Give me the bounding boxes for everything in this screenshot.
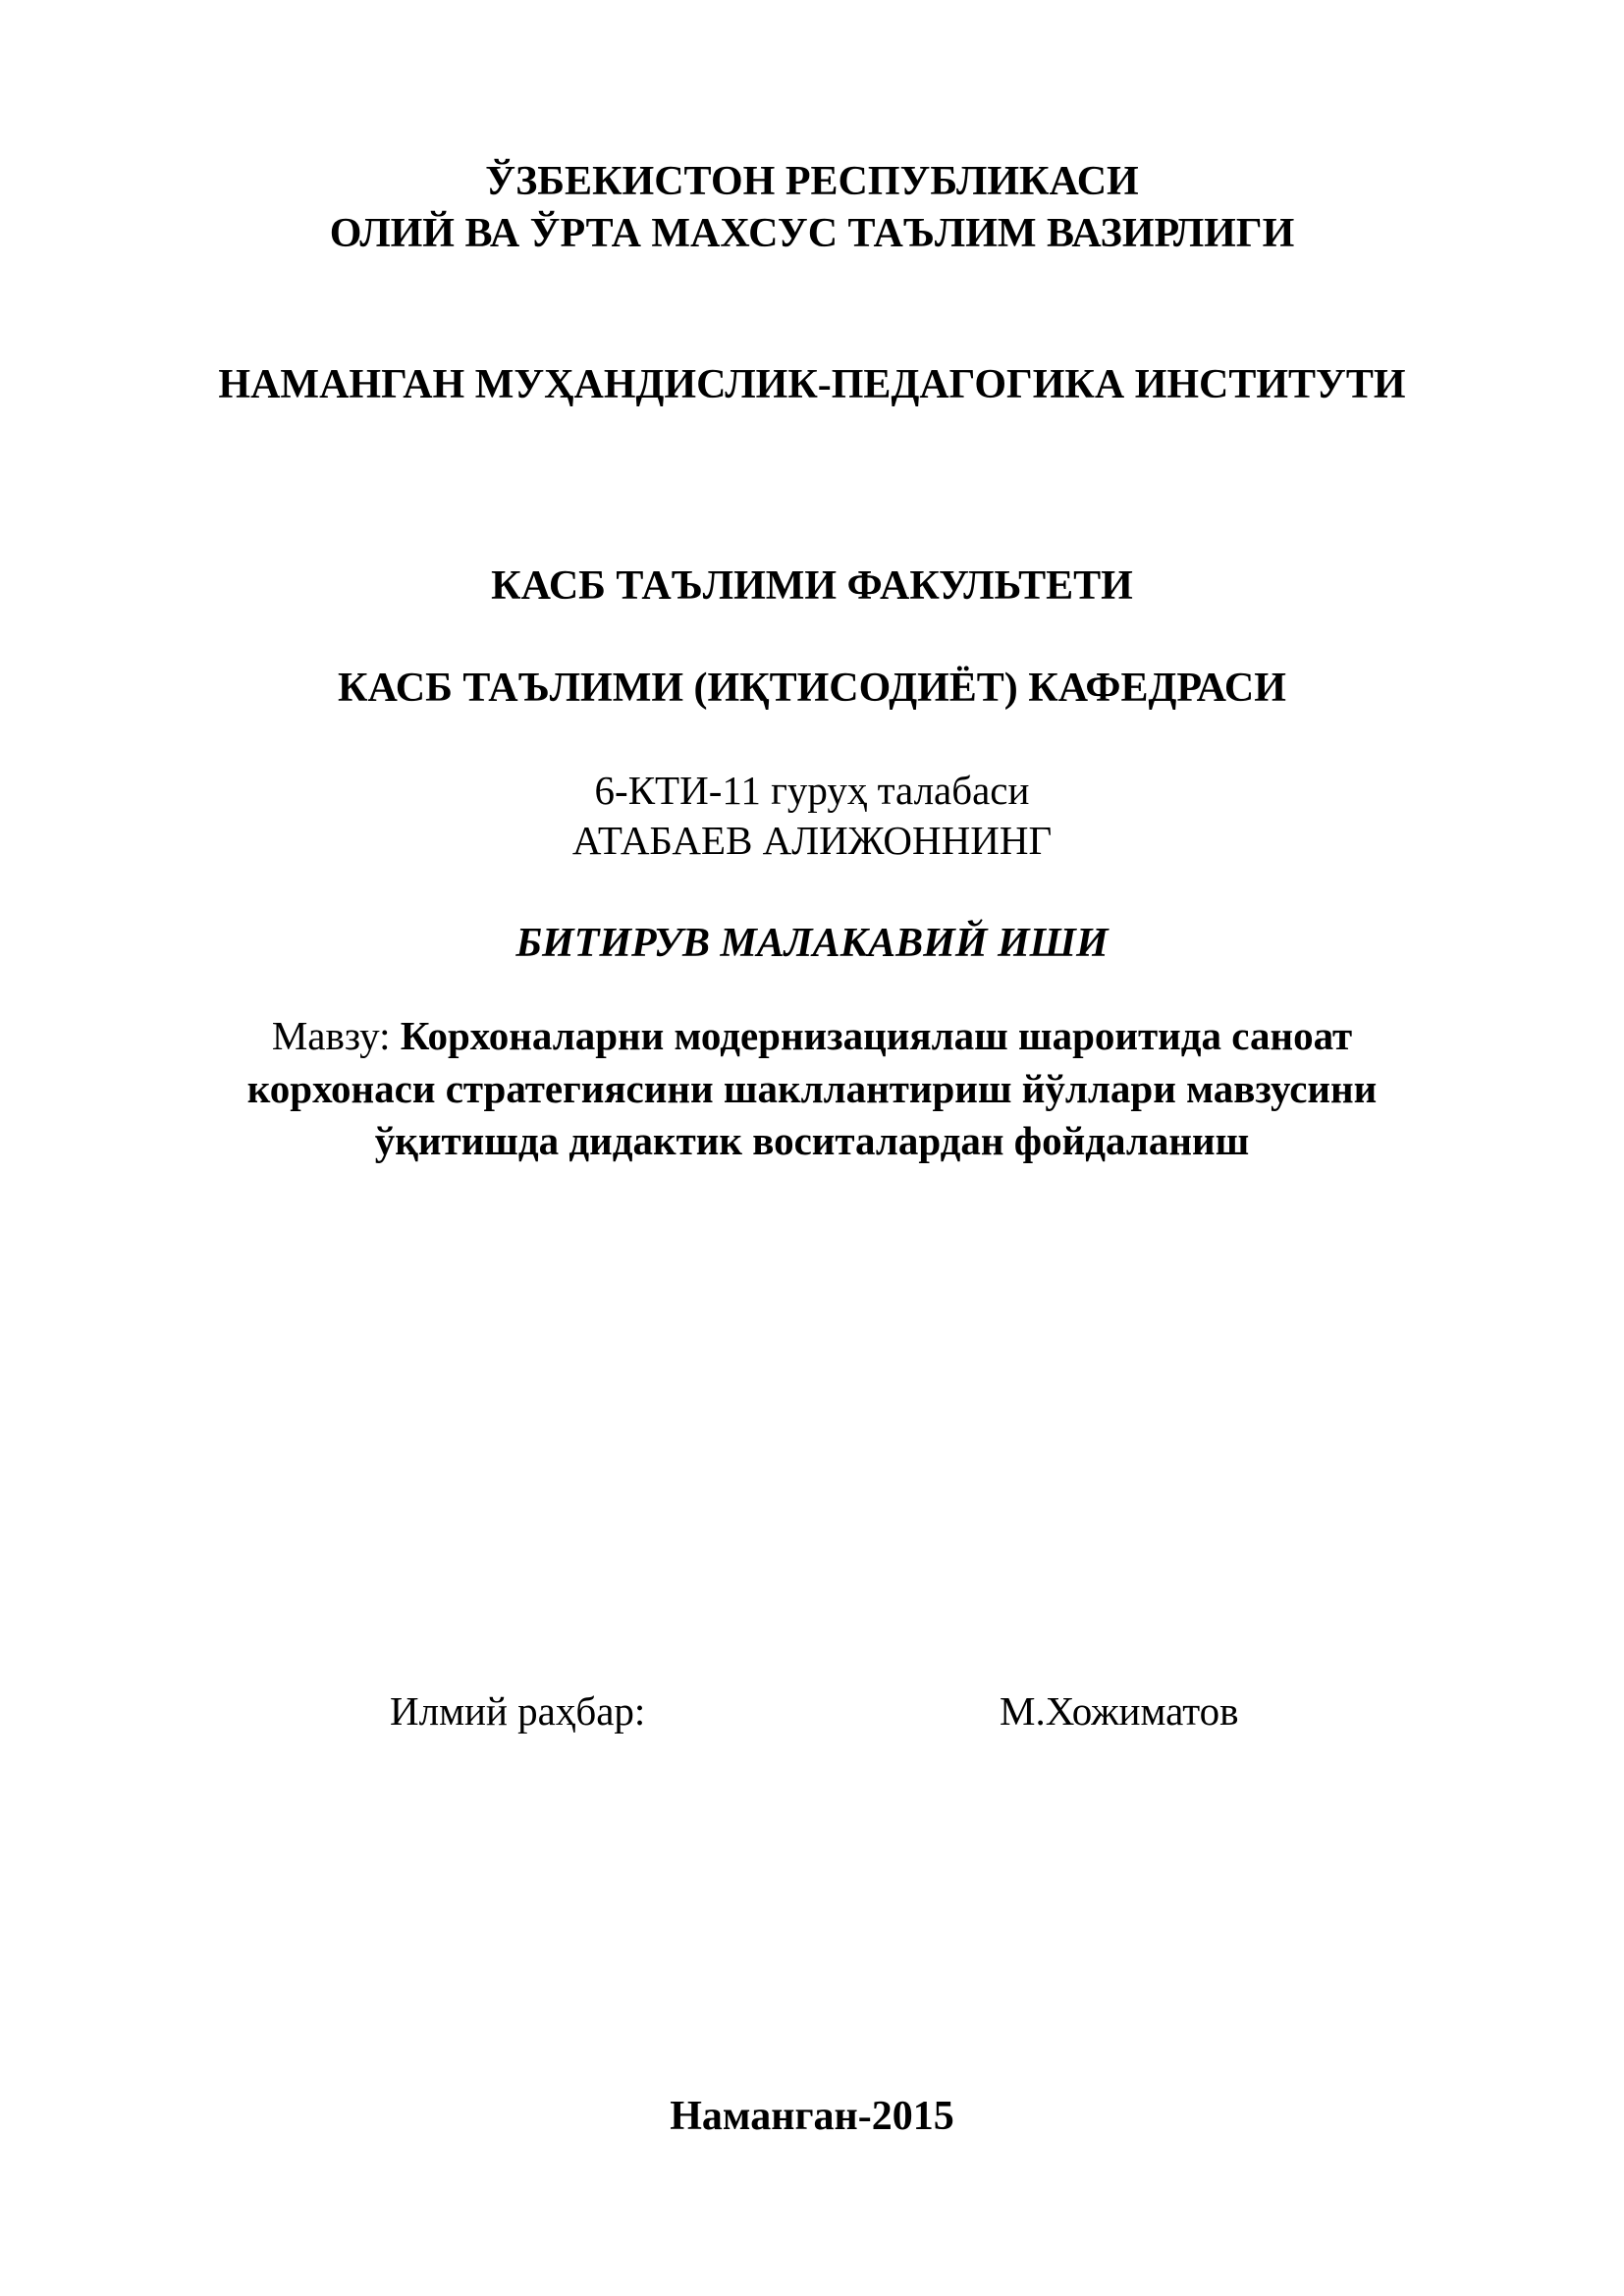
student-name: АТАБАЕВ АЛИЖОННИНГ — [571, 818, 1053, 863]
work-title: БИТИРУВ МАЛАКАВИЙ ИШИ — [515, 921, 1109, 966]
republic-heading: ЎЗБЕКИСТОН РЕСПУБЛИКАСИ — [485, 159, 1139, 204]
faculty-heading: КАСБ ТАЪЛИМИ ФАКУЛЬТЕТИ — [491, 563, 1133, 609]
ministry-heading: ОЛИЙ ВА ЎРТА МАХСУС ТАЪЛИМ ВАЗИРЛИГИ — [329, 211, 1295, 256]
topic-line-3: ўқитишда дидактик воситалардан фойдаланиш — [374, 1118, 1250, 1163]
city-year: Наманган-2015 — [670, 2094, 954, 2139]
department-heading: КАСБ ТАЪЛИМИ (ИҚТИСОДИЁТ) КАФЕДРАСИ — [338, 666, 1286, 711]
student-group-line: 6-КТИ-11 гуруҳ талабаси — [594, 768, 1030, 813]
advisor-name: М.Хожиматов — [1000, 1688, 1239, 1734]
topic-label: Мавзу: — [271, 1013, 391, 1058]
topic-line-1 — [0, 1013, 1624, 1058]
institute-heading: НАМАНГАН МУҲАНДИСЛИК-ПЕДАГОГИКА ИНСТИТУТИ — [218, 362, 1406, 407]
topic-line-2: корхонаси стратегиясини шакллантириш йўллари мавзусини — [246, 1066, 1378, 1111]
topic-text-1: Корхоналарни модернизациялаш шароитида саноат — [400, 1013, 1353, 1058]
advisor-label: Илмий раҳбар: — [390, 1688, 646, 1734]
